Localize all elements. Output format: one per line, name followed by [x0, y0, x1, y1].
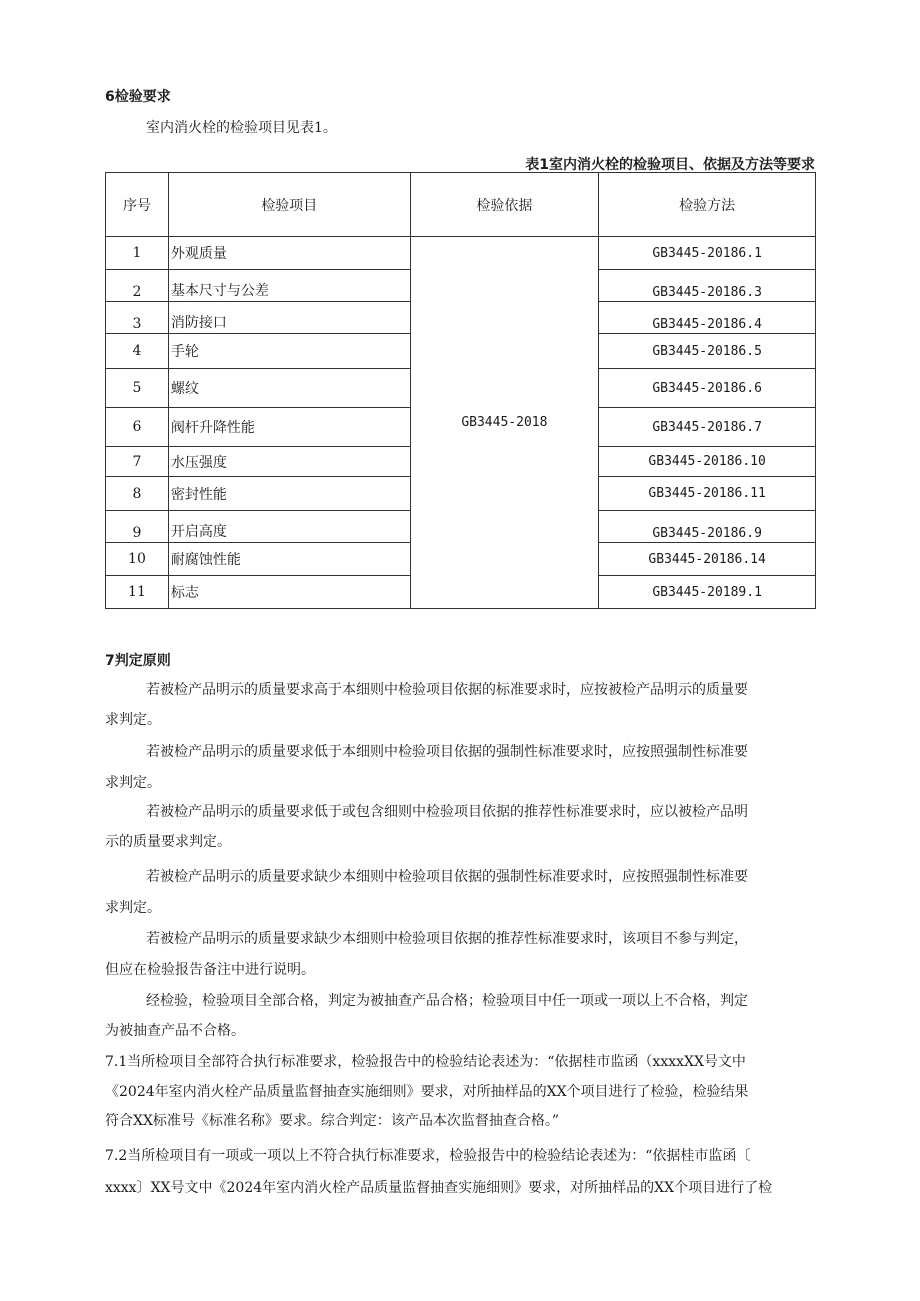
- header-item: 检验项目: [168, 173, 410, 237]
- row-item: 密封性能: [168, 477, 410, 511]
- row-no: 4: [106, 334, 169, 369]
- row-item: 阀杆升降性能: [168, 408, 410, 447]
- header-method: 检验方法: [599, 173, 816, 237]
- row-no: 7: [106, 447, 169, 477]
- paragraph-4-line-1: 若被检产品明示的质量要求缺少本细则中检验项目依据的强制性标准要求时，应按照强制性标准要: [146, 869, 748, 885]
- clause-7-1-line-1: 7.1当所检项目全部符合执行标准要求，检验报告中的检验结论表述为：“依据桂市监函（xxxxXX号文中: [105, 1054, 746, 1070]
- row-method: GB3445-20189.1: [599, 576, 816, 609]
- row-item: 耐腐蚀性能: [168, 543, 410, 576]
- row-no: 8: [106, 477, 169, 511]
- row-method: GB3445-20186.11: [599, 477, 816, 511]
- row-method: GB3445-20186.1: [599, 237, 816, 270]
- paragraph-6-line-1: 经检验，检验项目全部合格，判定为被抽查产品合格；检验项目中任一项或一项以上不合格，判定: [146, 993, 748, 1009]
- row-method: GB3445-20186.4: [599, 302, 816, 334]
- row-no: 6: [106, 408, 169, 447]
- paragraph-5-line-1: 若被检产品明示的质量要求缺少本细则中检验项目依据的推荐性标准要求时，该项目不参与判定，: [146, 931, 748, 947]
- inspection-items-table: [105, 172, 816, 609]
- row-method: GB3445-20186.5: [599, 334, 816, 369]
- paragraph-6-line-2: 为被抽查产品不合格。: [105, 1023, 245, 1039]
- row-no: 10: [106, 543, 169, 576]
- row-no: 1: [106, 237, 169, 270]
- row-no: 5: [106, 369, 169, 408]
- paragraph-1-line-1: 若被检产品明示的质量要求高于本细则中检验项目依据的标准要求时，应按被检产品明示的质量要: [146, 682, 748, 698]
- section-6-intro: 室内消火栓的检验项目见表1。: [146, 120, 337, 136]
- paragraph-5-line-2: 但应在检验报告备注中进行说明。: [105, 962, 315, 978]
- row-item: 基本尺寸与公差: [168, 270, 410, 302]
- row-method: GB3445-20186.3: [599, 270, 816, 302]
- table-caption: 表1室内消火栓的检验项目、依据及方法等要求: [525, 157, 815, 173]
- row-method: GB3445-20186.10: [599, 447, 816, 477]
- shared-basis-cell: GB3445-2018: [410, 237, 599, 609]
- row-item: 手轮: [168, 334, 410, 369]
- row-no: 11: [106, 576, 169, 609]
- paragraph-1-line-2: 求判定。: [105, 712, 161, 728]
- clause-7-2-line-1: 7.2当所检项目有一项或一项以上不符合执行标准要求，检验报告中的检验结论表述为：“依据桂市监函〔: [105, 1148, 751, 1164]
- header-basis: 检验依据: [410, 173, 599, 237]
- section-6-title: 6检验要求: [105, 89, 171, 105]
- row-no: 9: [106, 511, 169, 543]
- paragraph-2-line-1: 若被检产品明示的质量要求低于本细则中检验项目依据的强制性标准要求时，应按照强制性标准要: [146, 744, 748, 760]
- row-item: 外观质量: [168, 237, 410, 270]
- row-item: 螺纹: [168, 369, 410, 408]
- header-no: 序号: [106, 173, 169, 237]
- row-item: 开启高度: [168, 511, 410, 543]
- row-method: GB3445-20186.7: [599, 408, 816, 447]
- table-header-row: [106, 173, 816, 237]
- paragraph-4-line-2: 求判定。: [105, 900, 161, 916]
- clause-7-1-line-3: 符合XX标准号《标准名称》要求。综合判定：该产品本次监督抽查合格。”: [105, 1113, 560, 1129]
- row-item: 标志: [168, 576, 410, 609]
- section-7-title: 7判定原则: [105, 653, 171, 669]
- clause-7-1-line-2: 《2024年室内消火栓产品质量监督抽查实施细则》要求，对所抽样品的XX个项目进行了检验，检验结果: [105, 1084, 749, 1100]
- clause-7-2-line-2: xxxx〕XX号文中《2024年室内消火栓产品质量监督抽查实施细则》要求，对所抽样品的XX个项目进行了检: [105, 1180, 773, 1196]
- row-no: 3: [106, 302, 169, 334]
- row-method: GB3445-20186.6: [599, 369, 816, 408]
- row-no: 2: [106, 270, 169, 302]
- paragraph-2-line-2: 求判定。: [105, 775, 161, 791]
- row-item: 水压强度: [168, 447, 410, 477]
- paragraph-3-line-2: 示的质量要求判定。: [105, 834, 231, 850]
- row-method: GB3445-20186.14: [599, 543, 816, 576]
- table-row: [106, 237, 816, 270]
- row-method: GB3445-20186.9: [599, 511, 816, 543]
- row-item: 消防接口: [168, 302, 410, 334]
- paragraph-3-line-1: 若被检产品明示的质量要求低于或包含细则中检验项目依据的推荐性标准要求时，应以被检产品明: [146, 804, 748, 820]
